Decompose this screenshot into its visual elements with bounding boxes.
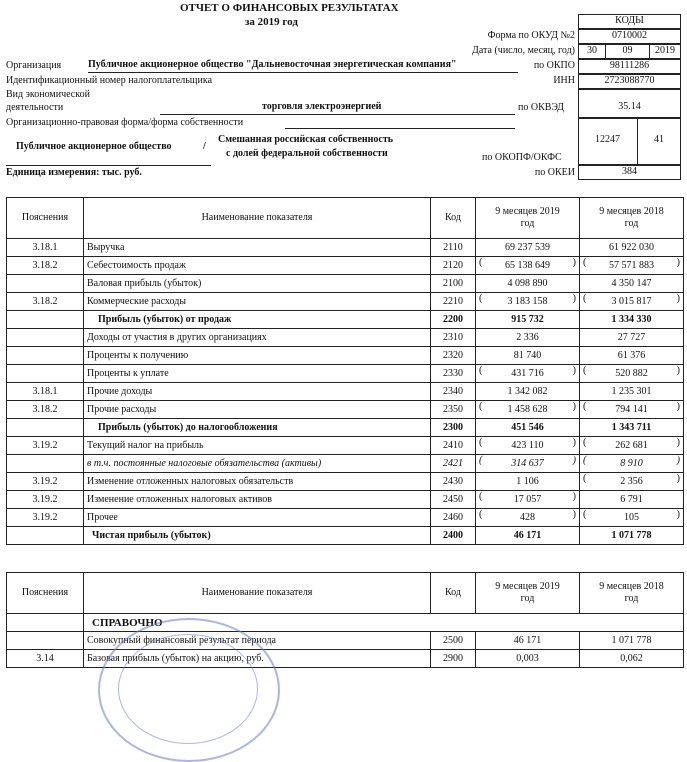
row-note	[7, 455, 84, 473]
table-row	[7, 527, 684, 545]
okpo-code: 98111286	[609, 60, 650, 71]
form-label: Организационно-правовая форма/форма собственности	[6, 117, 244, 128]
row-code	[431, 275, 476, 293]
table-row	[7, 401, 684, 419]
row-name-text: Коммерческие расходы	[87, 296, 187, 307]
row-name-text: Изменение отложенных налоговых обязательств	[87, 476, 294, 487]
row-name	[84, 293, 431, 311]
activity-value: торговля электроэнергией	[262, 101, 382, 112]
okved-code: 35.14	[618, 101, 641, 112]
date-month: 09	[622, 45, 633, 56]
row-current-value-text: 431 716	[511, 368, 544, 379]
org-label: Организация	[6, 60, 62, 71]
col-prev-header: 9 месяцев 2018 год	[580, 198, 684, 239]
okopf-code: 12247	[595, 134, 620, 145]
row-previous-value-text: 3 015 817	[611, 296, 652, 307]
row-previous-value	[580, 650, 684, 668]
org-underline	[88, 72, 518, 73]
row-code	[431, 491, 476, 509]
close-paren: )	[676, 455, 680, 466]
row-code	[431, 509, 476, 527]
row-current-value-text: 4 098 890	[507, 278, 548, 289]
row-current-value-text: 46 171	[513, 530, 542, 541]
row-current-value-text: 81 740	[513, 350, 542, 361]
table-row	[7, 257, 684, 275]
row-current-value-text: 69 237 539	[505, 242, 550, 253]
row-previous-value-text: 2 356	[620, 476, 643, 487]
row-current-value-text: 423 110	[511, 440, 544, 451]
row-code-text: 2460	[443, 512, 463, 523]
row-current-value	[476, 329, 580, 347]
row-name-text: Прочее	[87, 512, 118, 523]
row-current-value-text: 17 057	[513, 494, 542, 505]
row-note-text: 3.18.2	[32, 296, 58, 307]
row-current-value	[476, 437, 580, 455]
close-paren: )	[676, 257, 680, 268]
open-paren: (	[583, 455, 587, 466]
row-current-value	[476, 650, 580, 668]
row-name-text: Валовая прибыль (убыток)	[87, 278, 202, 289]
row-code-text: 2120	[443, 260, 463, 271]
row-current-value-text: 1 342 082	[507, 386, 548, 397]
row-previous-value	[580, 275, 684, 293]
row-name	[84, 239, 431, 257]
row-note-text: 3.18.2	[32, 404, 58, 415]
okpo-label: по ОКПО	[533, 60, 575, 71]
row-code-text: 2310	[443, 332, 463, 343]
open-paren: (	[583, 473, 587, 484]
date-day: 30	[587, 45, 597, 56]
row-current-value-text: 46 171	[513, 635, 542, 646]
table-row	[7, 365, 684, 383]
row-current-value	[476, 311, 580, 329]
row-previous-value	[580, 347, 684, 365]
row-current-value-text: 428	[520, 512, 535, 523]
row-code-text: 2400	[443, 530, 463, 541]
row-name-text: Прочие расходы	[87, 404, 157, 415]
row-code-text: 2450	[443, 494, 463, 505]
table-row	[7, 419, 684, 437]
unit-label: Единица измерения: тыс. руб.	[6, 167, 142, 178]
okud-code: 0710002	[612, 30, 647, 41]
okopf-label: по ОКОПФ/ОКФС	[482, 152, 562, 163]
row-code	[431, 473, 476, 491]
col-name-header: Наименование показателя	[84, 573, 431, 614]
table-row	[7, 275, 684, 293]
row-previous-value-text: 520 882	[615, 368, 648, 379]
close-paren: )	[676, 365, 680, 376]
table-row	[7, 347, 684, 365]
row-code	[431, 257, 476, 275]
row-name-text: Изменение отложенных налоговых активов	[87, 494, 273, 505]
close-paren: )	[676, 473, 680, 484]
row-name	[84, 329, 431, 347]
reference-table	[6, 572, 684, 668]
table-row	[7, 455, 684, 473]
section-row	[7, 614, 684, 632]
row-previous-value-text: 1 343 711	[611, 422, 652, 433]
row-name-text: Выручка	[87, 242, 125, 253]
row-note	[7, 257, 84, 275]
row-note-text: 3.18.2	[32, 260, 58, 271]
row-note	[7, 347, 84, 365]
row-current-value	[476, 473, 580, 491]
row-code-text: 2200	[443, 314, 463, 325]
table-header-row	[7, 573, 684, 614]
row-previous-value	[580, 491, 684, 509]
close-paren: )	[676, 509, 680, 520]
row-name-text: Прибыль (убыток) от продаж	[98, 314, 232, 325]
open-paren: (	[583, 437, 587, 448]
row-previous-value	[580, 419, 684, 437]
row-note	[7, 293, 84, 311]
row-name-text: Текущий налог на прибыль	[87, 440, 204, 451]
table-row	[7, 509, 684, 527]
col-prev-header: 9 месяцев 2018 год	[580, 573, 684, 614]
section-note-cell	[7, 614, 84, 632]
row-previous-value-text: 0,062	[620, 653, 643, 664]
row-current-value	[476, 275, 580, 293]
row-note-text: 3.19.2	[32, 512, 58, 523]
row-name-text: Прибыль (убыток) до налогообложения	[98, 422, 278, 433]
row-previous-value-text: 1 071 778	[611, 635, 652, 646]
col-cur-header: 9 месяцев 2019 год	[476, 573, 580, 614]
table-row	[7, 311, 684, 329]
date-label: Дата (число, месяц, год)	[472, 45, 575, 56]
report-title: ОТЧЕТ О ФИНАНСОВЫХ РЕЗУЛЬТАТАХ	[180, 2, 399, 14]
row-previous-value	[580, 632, 684, 650]
form-label-underline	[285, 128, 515, 129]
row-note	[7, 509, 84, 527]
row-code-text: 2500	[443, 635, 463, 646]
row-current-value	[476, 365, 580, 383]
row-name-text: в т.ч. постоянные налоговые обязательства (активы)	[87, 458, 322, 469]
row-note	[7, 527, 84, 545]
row-current-value-text: 3 183 158	[507, 296, 548, 307]
open-paren: (	[479, 293, 483, 304]
close-paren: )	[572, 401, 576, 412]
row-previous-value-text: 6 791	[620, 494, 643, 505]
col-code-header: Код	[431, 198, 476, 239]
row-previous-value-text: 61 922 030	[609, 242, 654, 253]
row-current-value-text: 451 546	[511, 422, 544, 433]
org-name: Публичное акционерное общество "Дальневосточная энергетическая компания"	[88, 59, 457, 70]
okfs-code: 41	[654, 134, 664, 145]
form-right-1: Смешанная российская собственность	[218, 134, 394, 145]
row-note-text: 3.14	[36, 653, 54, 664]
close-paren: )	[572, 509, 576, 520]
row-current-value-text: 314 637	[511, 458, 544, 469]
row-previous-value	[580, 383, 684, 401]
row-current-value-text: 65 138 649	[505, 260, 550, 271]
row-previous-value	[580, 527, 684, 545]
close-paren: )	[676, 401, 680, 412]
okei-code: 384	[622, 166, 637, 177]
row-current-value-text: 915 732	[511, 314, 544, 325]
form-slash: /	[203, 141, 206, 152]
row-name	[84, 419, 431, 437]
row-previous-value	[580, 293, 684, 311]
table-row	[7, 293, 684, 311]
row-previous-value-text: 61 376	[617, 350, 646, 361]
row-note	[7, 650, 84, 668]
open-paren: (	[479, 455, 483, 466]
row-previous-value	[580, 257, 684, 275]
row-code	[431, 455, 476, 473]
close-paren: )	[572, 293, 576, 304]
table-row	[7, 329, 684, 347]
row-previous-value-text: 105	[624, 512, 639, 523]
row-current-value-text: 1 458 628	[507, 404, 548, 415]
row-code-text: 2100	[443, 278, 463, 289]
row-note	[7, 401, 84, 419]
close-paren: )	[676, 437, 680, 448]
row-code	[431, 650, 476, 668]
open-paren: (	[583, 257, 587, 268]
row-code	[431, 383, 476, 401]
row-name	[84, 455, 431, 473]
row-previous-value-text: 1 334 330	[611, 314, 652, 325]
table-row	[7, 239, 684, 257]
form-left-underline	[6, 165, 211, 166]
row-name-text: Совокупный финансовый результат периода	[87, 635, 276, 646]
open-paren: (	[479, 509, 483, 520]
close-paren: )	[676, 293, 680, 304]
row-current-value	[476, 401, 580, 419]
inn-code: 2723088770	[604, 75, 655, 86]
row-note	[7, 275, 84, 293]
open-paren: (	[479, 437, 483, 448]
row-code	[431, 239, 476, 257]
col-cur-header: 9 месяцев 2019 год	[476, 198, 580, 239]
row-current-value	[476, 527, 580, 545]
col-note-header: Пояснения	[7, 198, 84, 239]
row-code	[431, 527, 476, 545]
row-name	[84, 311, 431, 329]
row-note-text: 3.19.2	[32, 476, 58, 487]
row-code-text: 2410	[443, 440, 463, 451]
inn-label: ИНН	[553, 75, 575, 86]
row-note	[7, 632, 84, 650]
col-name-header: Наименование показателя	[84, 198, 431, 239]
table-row	[7, 632, 684, 650]
row-code-text: 2350	[443, 404, 463, 415]
row-note	[7, 239, 84, 257]
row-name	[84, 491, 431, 509]
row-current-value	[476, 419, 580, 437]
activity-label-1: Вид экономической	[6, 89, 90, 100]
open-paren: (	[479, 491, 483, 502]
open-paren: (	[479, 257, 483, 268]
row-current-value	[476, 491, 580, 509]
row-previous-value	[580, 473, 684, 491]
row-name-text: Чистая прибыль (убыток)	[92, 530, 211, 541]
row-code-text: 2330	[443, 368, 463, 379]
row-previous-value	[580, 329, 684, 347]
row-code-text: 2430	[443, 476, 463, 487]
row-code	[431, 311, 476, 329]
row-note	[7, 383, 84, 401]
row-code	[431, 347, 476, 365]
financial-results-table	[6, 197, 684, 545]
col-code-header: Код	[431, 573, 476, 614]
row-name	[84, 437, 431, 455]
close-paren: )	[572, 437, 576, 448]
close-paren: )	[572, 491, 576, 502]
row-current-value	[476, 293, 580, 311]
row-code-text: 2340	[443, 386, 463, 397]
row-note-text: 3.19.2	[32, 440, 58, 451]
open-paren: (	[479, 365, 483, 376]
row-previous-value	[580, 401, 684, 419]
row-note-text: 3.19.2	[32, 494, 58, 505]
row-previous-value	[580, 365, 684, 383]
row-previous-value	[580, 311, 684, 329]
row-name	[84, 401, 431, 419]
form-left: Публичное акционерное общество	[16, 141, 172, 152]
row-current-value-text: 0,003	[516, 653, 539, 664]
row-note	[7, 311, 84, 329]
table-row	[7, 491, 684, 509]
row-current-value	[476, 632, 580, 650]
table-row	[7, 437, 684, 455]
row-note-text: 3.18.1	[32, 242, 58, 253]
okved-label: по ОКВЭД	[518, 102, 564, 113]
activity-underline	[160, 114, 515, 115]
row-name	[84, 383, 431, 401]
row-current-value	[476, 239, 580, 257]
form-right-2: с долей федеральной собственности	[226, 148, 388, 159]
row-current-value	[476, 455, 580, 473]
row-previous-value-text: 27 727	[617, 332, 646, 343]
row-code-text: 2900	[443, 653, 463, 664]
row-name	[84, 365, 431, 383]
row-code-text: 2110	[443, 242, 463, 253]
row-name-text: Себестоимость продаж	[87, 260, 186, 271]
row-previous-value-text: 262 681	[615, 440, 648, 451]
open-paren: (	[479, 401, 483, 412]
table-header-row	[7, 198, 684, 239]
row-name	[84, 509, 431, 527]
row-note-text: 3.18.1	[32, 386, 58, 397]
row-note	[7, 329, 84, 347]
row-code	[431, 632, 476, 650]
row-current-value-text: 2 336	[516, 332, 539, 343]
row-name	[84, 347, 431, 365]
row-current-value	[476, 347, 580, 365]
row-previous-value	[580, 455, 684, 473]
row-name	[84, 527, 431, 545]
row-name	[84, 257, 431, 275]
row-code	[431, 401, 476, 419]
date-year: 2019	[655, 45, 675, 56]
row-code-text: 2320	[443, 350, 463, 361]
codes-label: КОДЫ	[615, 15, 644, 26]
row-current-value	[476, 257, 580, 275]
row-code	[431, 293, 476, 311]
row-name	[84, 473, 431, 491]
col-note-header: Пояснения	[7, 573, 84, 614]
report-period: за 2019 год	[245, 16, 298, 28]
close-paren: )	[572, 257, 576, 268]
row-previous-value-text: 1 071 778	[611, 530, 652, 541]
row-name	[84, 275, 431, 293]
inn-row-label: Идентификационный номер налогоплательщика	[6, 75, 213, 86]
section-title: СПРАВОЧНО	[84, 614, 684, 632]
close-paren: )	[572, 455, 576, 466]
row-current-value	[476, 509, 580, 527]
row-note	[7, 491, 84, 509]
row-note	[7, 365, 84, 383]
row-note	[7, 473, 84, 491]
row-code-text: 2210	[443, 296, 463, 307]
row-code	[431, 329, 476, 347]
seal-stamp-inner	[118, 634, 258, 744]
row-code-text: 2300	[443, 422, 463, 433]
close-paren: )	[572, 365, 576, 376]
row-note	[7, 419, 84, 437]
row-name-text: Проценты к получению	[87, 350, 189, 361]
open-paren: (	[583, 509, 587, 520]
row-previous-value-text: 1 235 301	[611, 386, 652, 397]
okud-label: Форма по ОКУД №2	[487, 30, 575, 41]
row-previous-value	[580, 509, 684, 527]
activity-label-2: деятельности	[6, 102, 64, 113]
open-paren: (	[583, 401, 587, 412]
row-previous-value	[580, 437, 684, 455]
row-code-text: 2421	[443, 458, 463, 469]
row-name-text: Доходы от участия в других организациях	[87, 332, 267, 343]
row-name-text: Проценты к уплате	[87, 368, 169, 379]
row-previous-value-text: 57 571 883	[609, 260, 654, 271]
row-name-text: Прочие доходы	[87, 386, 153, 397]
row-code	[431, 437, 476, 455]
row-previous-value-text: 794 141	[615, 404, 648, 415]
row-previous-value	[580, 239, 684, 257]
okei-label: по ОКЕИ	[534, 167, 575, 178]
row-name-text: Базовая прибыль (убыток) на акцию, руб.	[87, 653, 264, 664]
row-previous-value-text: 4 350 147	[611, 278, 652, 289]
row-previous-value-text: 8 910	[620, 458, 643, 469]
table-row	[7, 383, 684, 401]
row-note	[7, 437, 84, 455]
row-code	[431, 365, 476, 383]
row-code	[431, 419, 476, 437]
open-paren: (	[583, 365, 587, 376]
open-paren: (	[583, 293, 587, 304]
table-row	[7, 473, 684, 491]
row-current-value-text: 1 106	[516, 476, 539, 487]
row-current-value	[476, 383, 580, 401]
